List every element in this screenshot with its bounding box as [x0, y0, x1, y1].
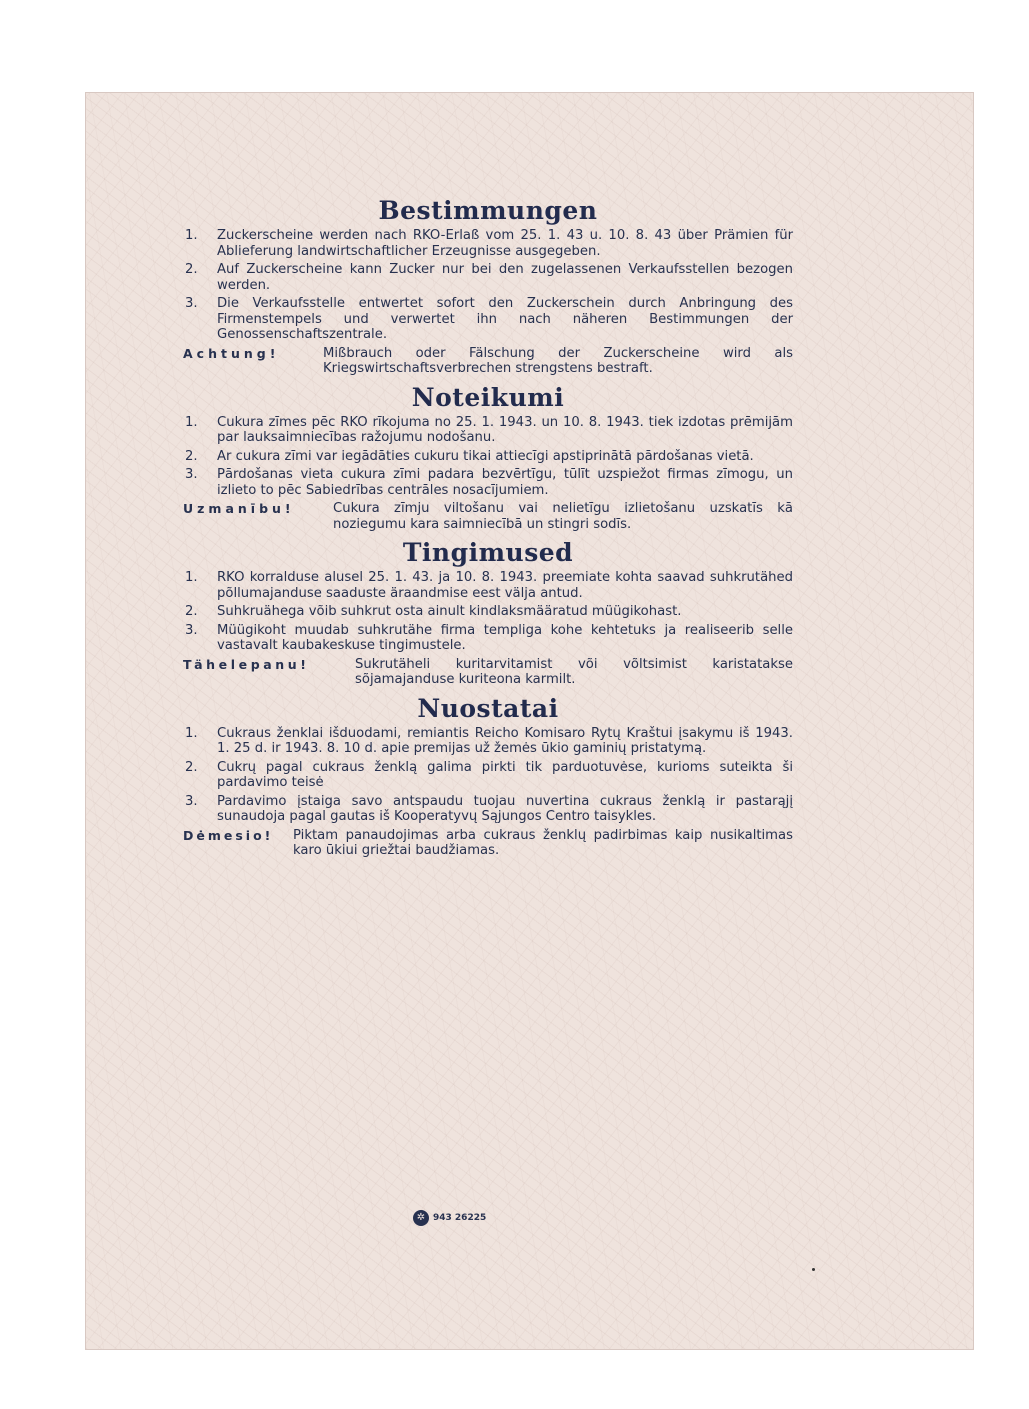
warning-label: Achtung! — [183, 345, 280, 361]
warning-note — [183, 346, 793, 377]
list-item: 1. Zuckerscheine werden nach RKO-Erlaß vom 25. 1. 43 u. 10. 8. 43 über Prämien für Ablieferung landwirtschaftlicher Erzeugnisse ausgegeben. — [185, 228, 793, 259]
list-item: 2. Ar cukura zīmi var iegādāties cukuru tikai attiecīgi apstiprinātā pārdošanas vietā. — [185, 448, 754, 464]
list-item: 1. RKO korralduse alusel 25. 1. 43. ja 10. 8. 1943. preemiate kohta saavad suhkrutähed põllumajanduse saaduste äraandmise eest välja antud. — [185, 570, 793, 601]
warning-text: Mißbrauch oder Fälschung der Zuckerscheine wird als Kriegswirtschaftsverbrechen strengstens bestraft. — [323, 345, 793, 376]
list-item: 1. Cukraus ženklai išduodami, remiantis Reicho Komisaro Rytų Kraštui įsakymu iš 1943. 1. 25 d. ir 1943. 8. 10 d. apie premijas už žemės ūkio gaminių pristatymą. — [185, 725, 793, 756]
list-item: 2. Cukrų pagal cukraus ženklą galima pirkti tik parduotuvėse, kurioms suteikta ši pardavimo teisė — [185, 759, 793, 790]
warning-label: Dėmesio! — [183, 827, 274, 843]
printer-logo-icon: ✲ — [413, 1210, 429, 1226]
printer-mark — [413, 1210, 486, 1226]
warning-label: Tähelepanu! — [183, 656, 310, 672]
list-item: 3. Die Verkaufsstelle entwertet sofort den Zuckerschein durch Anbringung des Firmenstempels und verwertet ihn nach näheren Bestimmungen der Genossenschaftszentrale. — [185, 296, 793, 342]
warning-text: Cukura zīmju viltošanu vai nelietīgu izlietošanu uzskatīs kā noziegumu kara saimniecībā un stingri sodīs. — [333, 501, 793, 532]
section-title: Tingimused — [402, 538, 574, 567]
section-title: Nuostatai — [417, 693, 559, 723]
section-title: Noteikumi — [411, 382, 565, 412]
section-title: Bestimmungen — [378, 196, 598, 225]
list-item: 2. Auf Zuckerscheine kann Zucker nur bei den zugelassenen Verkaufsstellen bezogen werden. — [185, 262, 793, 293]
list-item: 1. Cukura zīmes pēc RKO rīkojuma no 25. 1. 1943. un 10. 8. 1943. tiek izdotas prēmijām par lauksaimniecības ražojumu nodošanu. — [185, 414, 793, 445]
ink-dot — [812, 1268, 815, 1271]
list-item: 3. Pardavimo įstaiga savo antspaudu tuojau nuvertina cukraus ženklą ir pastarąjį sunaudoja pagal gautas iš Kooperatyvų Sąjungos Centro taisykles. — [185, 793, 793, 824]
section-latvian — [183, 383, 793, 533]
section-estonian — [183, 538, 793, 688]
printer-mark-text: 943 26225 — [433, 1213, 487, 1223]
warning-note — [183, 828, 793, 859]
warning-note — [183, 657, 793, 688]
list-item: 2. Suhkruähega võib suhkrut osta ainult kindlaksmääratud müügikohast. — [185, 604, 682, 619]
document-body — [183, 196, 793, 865]
list-item: 3. Müügikoht muudab suhkrutähe firma templiga kohe kehtetuks ja realiseerib selle vastavalt kaubakeskuse tingimustele. — [185, 622, 793, 653]
warning-label: Uzmanību! — [183, 501, 295, 516]
section-lithuanian — [183, 694, 793, 859]
list-item: 3. Pārdošanas vieta cukura zīmi padara bezvērtīgu, tūlīt uzspiežot firmas zīmogu, un izlieto to pēc Sabiedrības centrāles nosacījumiem. — [185, 467, 793, 498]
warning-text: Sukrutäheli kuritarvitamist või võltsimist karistatakse sõjamajanduse kuriteona karmilt. — [355, 656, 793, 687]
warning-text: Piktam panaudojimas arba cukraus ženklų padirbimas kaip nusikaltimas karo ūkiui griežtai baudžiamas. — [293, 827, 793, 858]
warning-note — [183, 501, 793, 532]
section-german — [183, 196, 793, 377]
